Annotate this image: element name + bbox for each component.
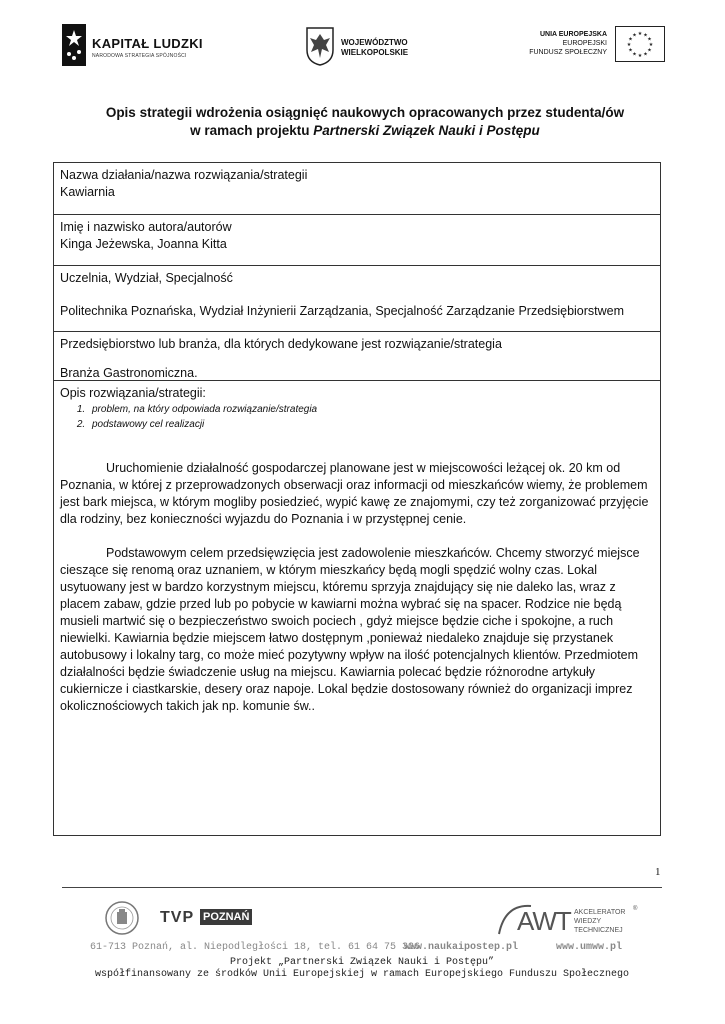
footer-address: 61-713 Poznań, al. Niepodległości 18, tel. 61 64 75 326 bbox=[90, 942, 421, 953]
footer-link-naukaipostep[interactable]: www.naukaipostep.pl bbox=[404, 942, 519, 953]
eu-star-icon: ★ bbox=[643, 32, 648, 39]
row-solution-name bbox=[54, 163, 660, 215]
eu-star-icon: ★ bbox=[626, 42, 632, 48]
eu-star-icon: ★ bbox=[632, 51, 637, 58]
document-title bbox=[60, 104, 670, 140]
eu-flag-icon bbox=[615, 26, 665, 62]
awt-registered: ® bbox=[633, 906, 638, 912]
eu-star-icon: ★ bbox=[647, 47, 652, 54]
eu-star-icon: ★ bbox=[648, 42, 654, 48]
eu-star-icon: ★ bbox=[637, 53, 643, 59]
awt-logo bbox=[495, 896, 645, 942]
footer-project-info bbox=[62, 957, 662, 981]
eagle-crest-icon bbox=[305, 26, 335, 66]
description-list bbox=[60, 402, 654, 432]
row-value: Kinga Jeżewska, Joanna Kitta bbox=[60, 237, 227, 251]
tvp-poznan-logo bbox=[160, 907, 252, 929]
kapital-ludzki-logo bbox=[62, 24, 212, 72]
row-value: Politechnika Poznańska, Wydział Inżynierii Zarządzania, Specjalność Zarządzanie Przedsiębiorstwem bbox=[60, 304, 625, 318]
eu-star-icon: ★ bbox=[632, 32, 637, 39]
description-label: Opis rozwiązania/strategii: bbox=[60, 386, 206, 400]
row-label: Przedsiębiorstwo lub branża, dla których dedykowane jest rozwiązanie/strategia bbox=[60, 337, 502, 351]
university-seal-icon bbox=[104, 900, 140, 936]
kapital-ludzki-title: KAPITAŁ LUDZKI bbox=[92, 36, 203, 51]
title-line2-prefix: w ramach projektu bbox=[190, 123, 314, 138]
eu-text bbox=[529, 30, 607, 57]
awt-line1: AKCELERATOR bbox=[574, 909, 626, 916]
title-line2 bbox=[60, 122, 670, 140]
row-label: Imię i nazwisko autora/autorów bbox=[60, 220, 232, 234]
list-item: 2. podstawowy cel realizacji bbox=[88, 417, 654, 432]
eu-star-icon: ★ bbox=[637, 31, 643, 37]
row-university bbox=[54, 266, 660, 332]
footer-divider bbox=[62, 887, 662, 888]
awt-line2: WIEDZY bbox=[574, 918, 602, 925]
wojewodztwo-line2: WIELKOPOLSKIE bbox=[341, 48, 409, 57]
row-value: Branża Gastronomiczna. bbox=[60, 366, 198, 380]
eu-line3: FUNDUSZ SPOŁECZNY bbox=[529, 49, 607, 56]
awt-text bbox=[574, 908, 625, 935]
eu-logo bbox=[510, 26, 665, 70]
title-line1: Opis strategii wdrożenia osiągnięć naukowych opracowanych przez studenta/ów bbox=[105, 105, 625, 120]
awt-letters: AWT bbox=[517, 906, 571, 936]
eu-line2: EUROPEJSKI bbox=[562, 40, 607, 47]
kapital-ludzki-subtitle: NARODOWA STRATEGIA SPÓJNOŚCI bbox=[92, 53, 187, 59]
list-item: 1. problem, na który odpowiada rozwiązanie/strategia bbox=[88, 402, 654, 417]
footer-link-umww[interactable]: www.umww.pl bbox=[556, 942, 623, 953]
row-industry bbox=[54, 332, 660, 381]
description-paragraph-2: Podstawowym celem przedsięwzięcia jest zadowolenie mieszkańców. Chcemy stworzyć miejsce cieszące się renomą oraz uznaniem, w którym mieszkańcy będą mogli spędzić wolny czas. Lokal usytuowany jest w bardzo korzystnym miejscu, któremu sprzyja znajdujący się nie daleko las, wraz z placem zabaw, gdzie przed lub po pobycie w kawiarni można wybrać się na spacer. Rodzice nie będą musieli martwić się o bezpieczeństwo swoich pociech , gdyż miejsce będzie ciche i spokojne, a ruch niewielki. Kawiarnia będzie miejscem łatwo dostępnym ,ponieważ niedaleko znajduje się przystanek autobusowy i lokalny targ, co może mieć pozytywny wpływ na ilość potencjalnych klientów. Przedmiotem działalności będzie świadczenie usług na miejscu. Kawiarnia polecać będzie różnorodne artykuły cukiernicze i ciastkarskie, desery oraz napoje. Lokal będzie dostosowany również do organizacji imprez okolicznościowych takich jak np. komunie św.. bbox=[60, 546, 640, 713]
wojewodztwo-line1: WOJEWÓDZTWO bbox=[341, 38, 408, 47]
row-description bbox=[54, 381, 660, 837]
project-line2: współfinansowany ze środków Unii Europejskiej w ramach Europejskiego Funduszu Społecznego bbox=[94, 969, 630, 980]
poznan-badge: POZNAŃ bbox=[200, 909, 252, 925]
row-label: Uczelnia, Wydział, Specjalność bbox=[60, 271, 233, 285]
page-number: 1 bbox=[655, 866, 661, 878]
description-paragraph-1: Uruchomienie działalność gospodarczej planowane jest w miejscowości leżącej ok. 20 km od Poznania, w której z przeprowadzonych obserwacji oraz informacji od mieszkańców wiemy, że problemem jest bark miejsca, w którym mogliby posiedzieć, wypić kawę ze znajomymi, czy też zorganizować przyjęcie dla rodziny, bez konieczności wyjazdu do Poznania i w przystępnej cenie. bbox=[60, 461, 649, 526]
row-authors bbox=[54, 215, 660, 266]
row-value: Kawiarnia bbox=[60, 185, 115, 199]
title-line2-italic: Partnerski Związek Nauki i Postępu bbox=[313, 123, 540, 138]
eu-star-icon: ★ bbox=[647, 36, 652, 43]
project-line1: Projekt „Partnerski Związek Nauki i Postępu” bbox=[229, 957, 495, 968]
kapital-ludzki-mark-icon bbox=[62, 24, 86, 66]
row-label: Nazwa działania/nazwa rozwiązania/strategii bbox=[60, 168, 308, 182]
eu-star-icon: ★ bbox=[628, 36, 633, 43]
eu-star-icon: ★ bbox=[643, 51, 648, 58]
strategy-table bbox=[53, 162, 661, 836]
wojewodztwo-logo bbox=[305, 26, 415, 70]
eu-line1: UNIA EUROPEJSKA bbox=[539, 31, 607, 38]
tvp-text: TVP bbox=[160, 909, 195, 926]
eu-star-icon: ★ bbox=[628, 47, 633, 54]
awt-line3: TECHNICZNEJ bbox=[574, 927, 623, 934]
wojewodztwo-text bbox=[341, 38, 408, 58]
